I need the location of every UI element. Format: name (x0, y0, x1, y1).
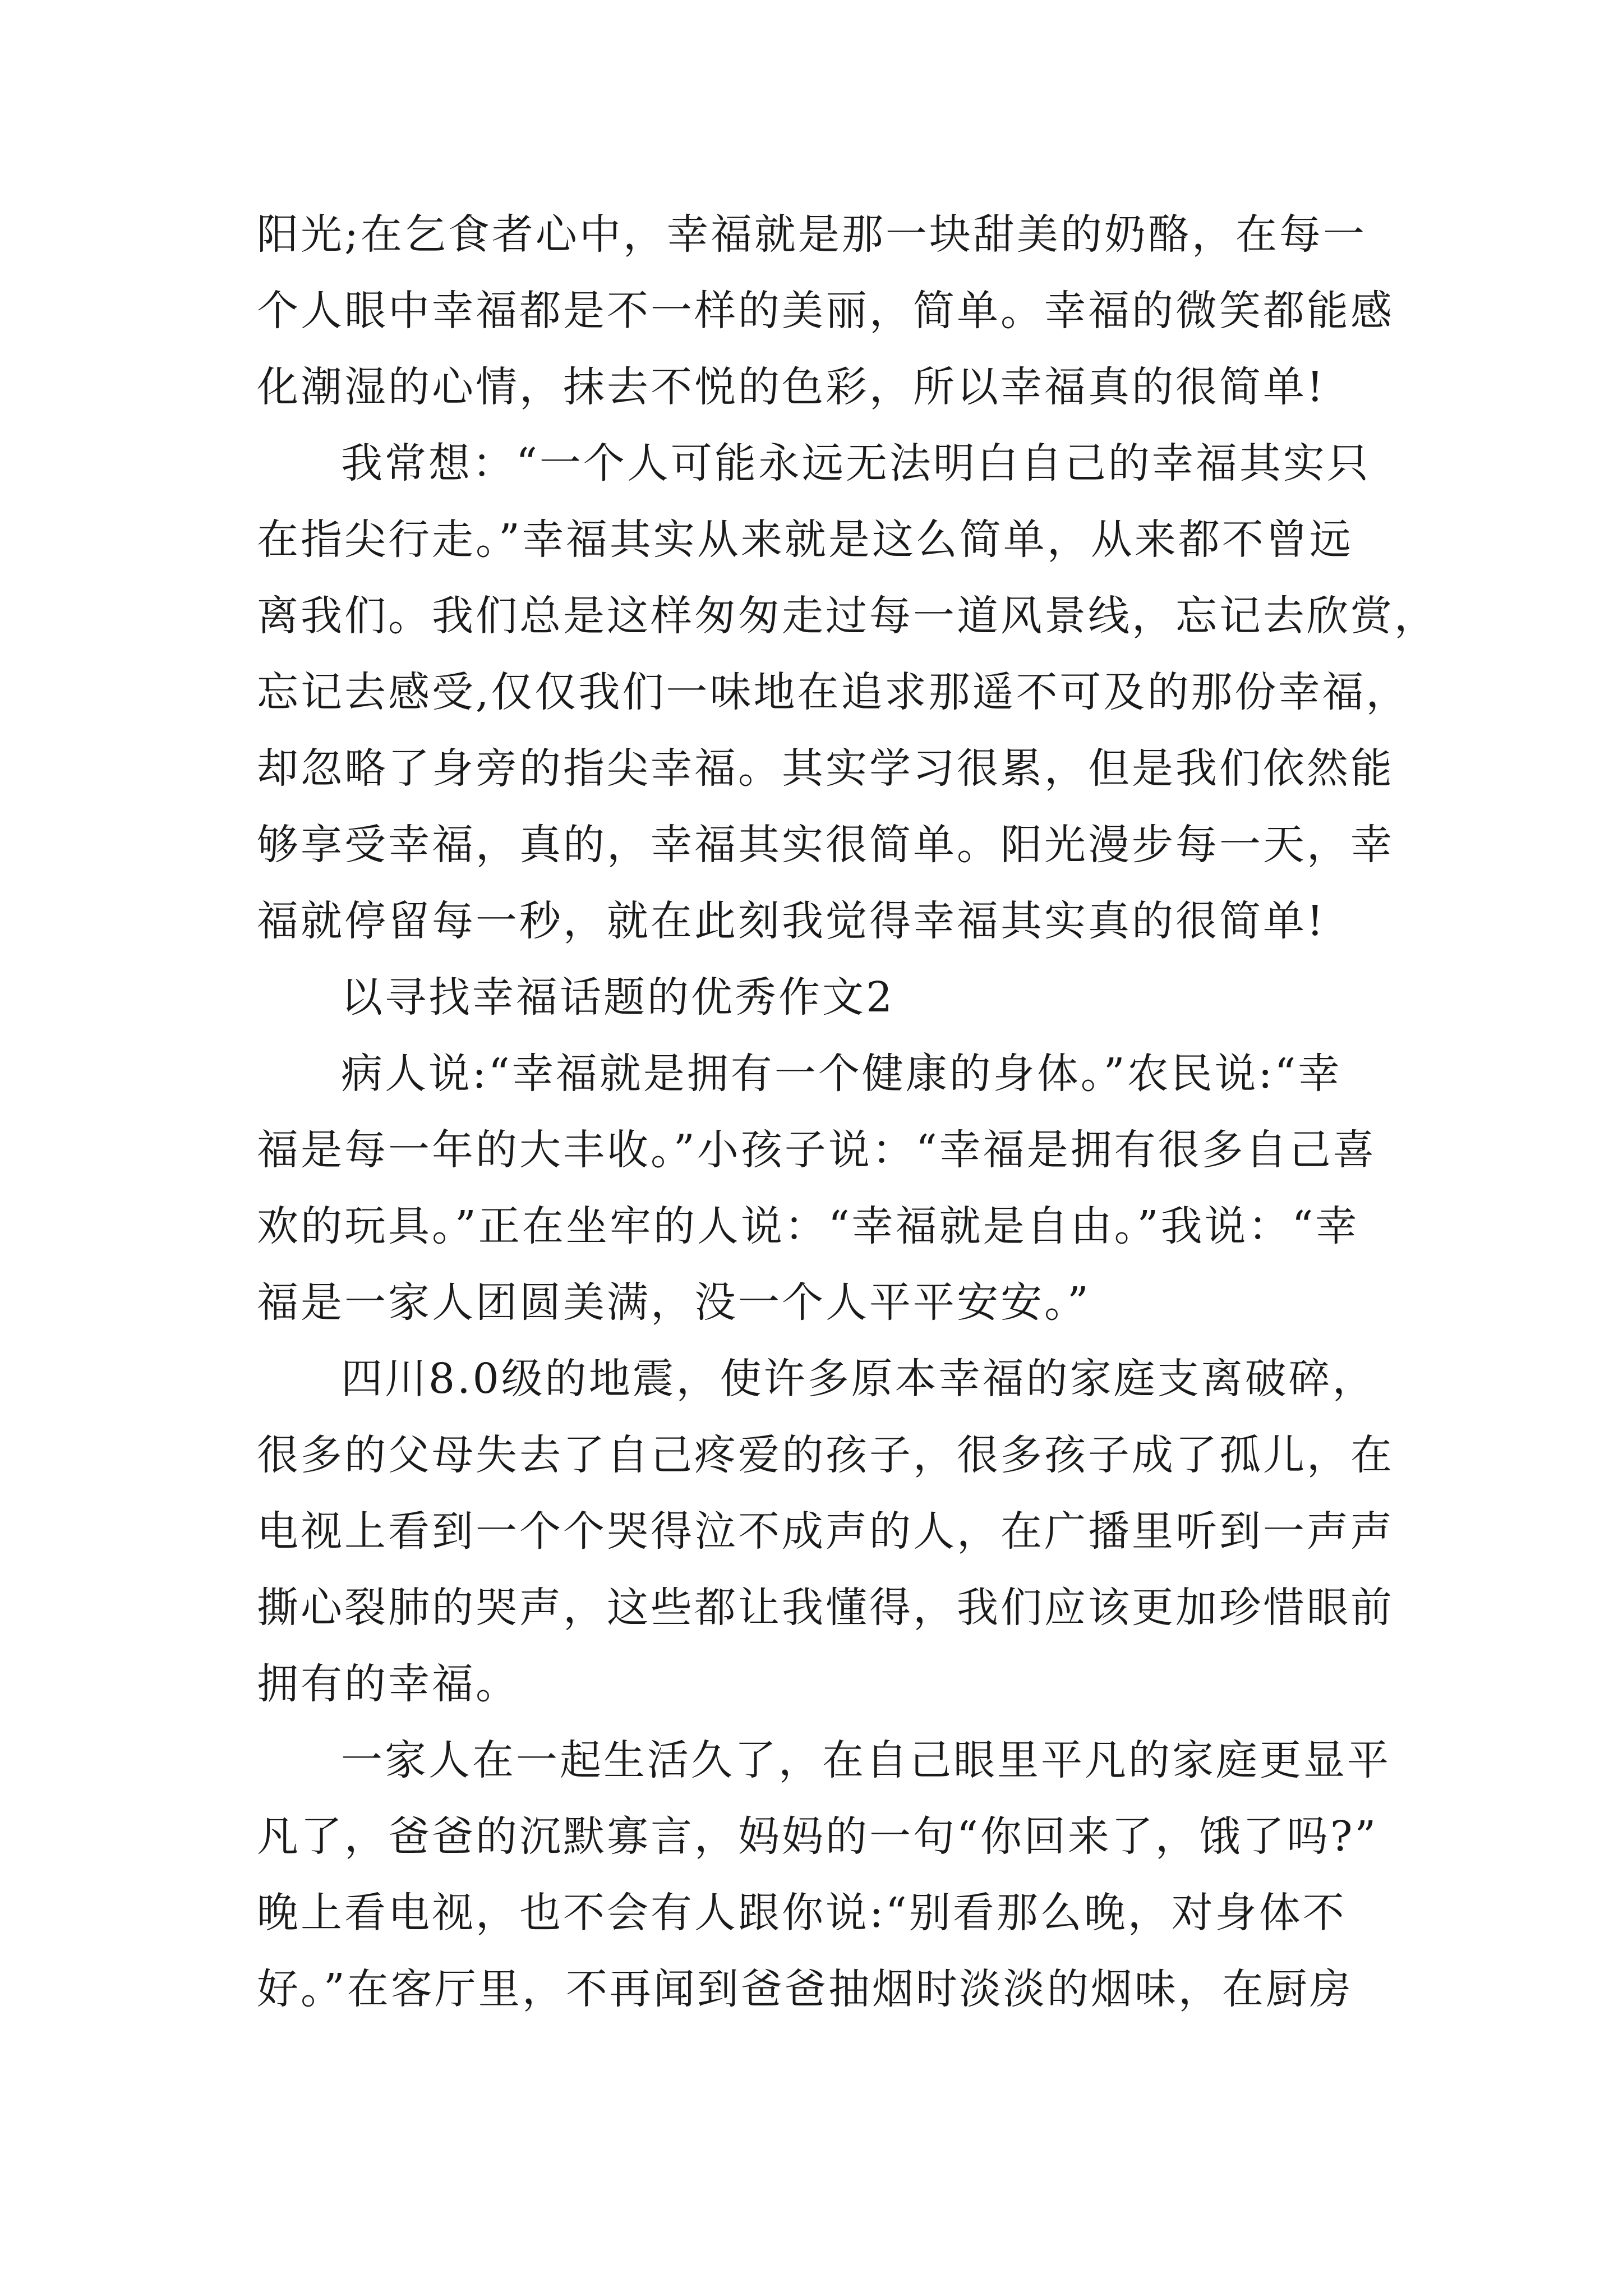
paragraph-start-line-16: 四川8.0级的地震，使许多原本幸福的家庭支离破碎， (341, 1355, 1376, 1403)
text-line-3: 化潮湿的心情，抹去不悦的色彩，所以幸福真的很简单! (257, 363, 1326, 411)
text-line-24: 好。”在客厅里，不再闻到爸爸抽烟时淡淡的烟味，在厨房 (257, 1965, 1353, 2013)
text-line-2: 个人眼中幸福都是不一样的美丽，简单。幸福的微笑都能感 (257, 287, 1394, 335)
text-line-15: 福是一家人团圆美满，没一个人平平安安。” (257, 1278, 1091, 1327)
paragraph-start-line-12: 病人说:“幸福就是拥有一个健康的身体。”农民说:“幸 (341, 1050, 1342, 1098)
text-line-23: 晚上看电视，也不会有人跟你说:“别看那么晚，对身体不 (257, 1889, 1347, 1937)
text-line-7: 忘记去感受,仅仅我们一味地在追求那遥不可及的那份幸福， (257, 668, 1410, 716)
text-line-19: 撕心裂肺的哭声，这些都让我懂得，我们应该更加珍惜眼前 (257, 1584, 1394, 1632)
text-line-5: 在指尖行走。”幸福其实从来就是这么简单，从来都不曾远 (257, 516, 1353, 564)
text-line-20: 拥有的幸福。 (257, 1660, 519, 1708)
text-line-9: 够享受幸福，真的，幸福其实很简单。阳光漫步每一天，幸 (257, 821, 1394, 869)
text-line-13: 福是每一年的大丰收。”小孩子说：“幸福是拥有很多自己喜 (257, 1126, 1377, 1174)
paragraph-start-line-4: 我常想：“一个人可能永远无法明白自己的幸福其实只 (341, 439, 1371, 487)
section-heading: 以寻找幸福话题的优秀作文2 (341, 973, 895, 1022)
text-line-10: 福就停留每一秒，就在此刻我觉得幸福其实真的很简单! (257, 897, 1326, 945)
text-line-1: 阳光;在乞食者心中，幸福就是那一块甜美的奶酪，在每一 (257, 210, 1367, 259)
document-body (257, 196, 1438, 2027)
text-line-8: 却忽略了身旁的指尖幸福。其实学习很累，但是我们依然能 (257, 744, 1394, 793)
text-line-18: 电视上看到一个个哭得泣不成声的人，在广播里听到一声声 (257, 1507, 1394, 1556)
text-line-17: 很多的父母失去了自己疼爱的孩子，很多孩子成了孤儿，在 (257, 1431, 1394, 1479)
text-line-14: 欢的玩具。”正在坐牢的人说：“幸福就是自由。”我说：“幸 (257, 1202, 1359, 1250)
paragraph-start-line-21: 一家人在一起生活久了，在自己眼里平凡的家庭更显平 (341, 1736, 1391, 1784)
text-line-22: 凡了，爸爸的沉默寡言，妈妈的一句“你回来了，饿了吗?” (257, 1812, 1378, 1861)
text-line-6: 离我们。我们总是这样匆匆走过每一道风景线，忘记去欣赏， (257, 592, 1438, 640)
